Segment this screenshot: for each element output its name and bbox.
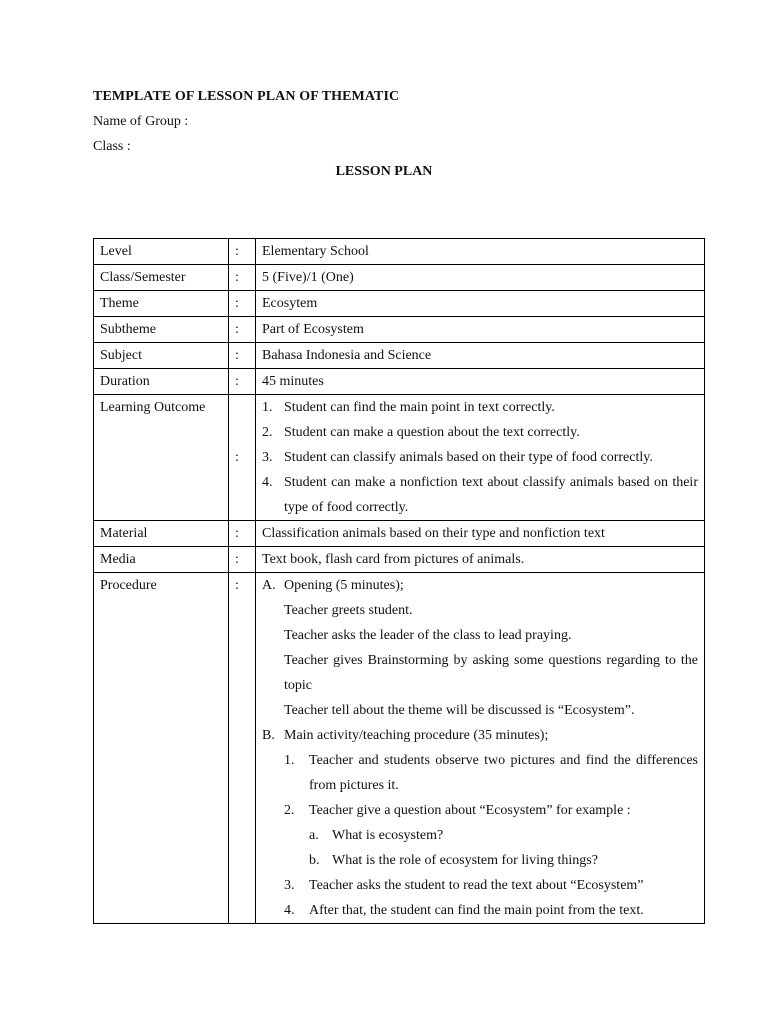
table-row <box>94 547 705 573</box>
row-label: Media <box>94 547 229 573</box>
document-title: TEMPLATE OF LESSON PLAN OF THEMATIC <box>93 89 400 104</box>
list-item <box>262 445 698 470</box>
row-colon: : <box>229 521 256 547</box>
lesson-plan-table <box>93 238 705 924</box>
row-colon: : <box>229 343 256 369</box>
substep-text: What is the role of ecosystem for living things? <box>332 853 598 868</box>
row-value: Bahasa Indonesia and Science <box>256 343 705 369</box>
step-number: 1. <box>284 753 295 768</box>
list-item <box>262 470 698 520</box>
table-row <box>94 265 705 291</box>
step-number: 4. <box>284 903 295 918</box>
learning-outcome-list <box>262 395 698 520</box>
item-number: 2. <box>262 425 273 440</box>
item-number: 1. <box>262 400 273 415</box>
table-row <box>94 521 705 547</box>
substep-text: What is ecosystem? <box>332 828 444 843</box>
row-value <box>256 395 705 521</box>
procedure-substep <box>262 848 698 873</box>
substep-letter: b. <box>309 853 320 868</box>
table-row <box>94 239 705 265</box>
procedure-step <box>262 798 698 823</box>
item-text: Student can find the main point in text correctly. <box>284 400 555 415</box>
row-colon: : <box>229 573 256 924</box>
step-text: Teacher and students observe two pictures and find the differences from pictures it. <box>309 753 698 793</box>
item-number: 3. <box>262 450 273 465</box>
procedure-substep <box>262 823 698 848</box>
procedure-line: Teacher asks the leader of the class to lead praying. <box>284 628 572 643</box>
row-label: Procedure <box>94 573 229 924</box>
procedure-line: Teacher tell about the theme will be discussed is “Ecosystem”. <box>284 703 635 718</box>
procedure-step <box>262 873 698 898</box>
row-colon: : <box>229 547 256 573</box>
section-title: Opening (5 minutes); <box>284 578 404 593</box>
item-text: Student can make a nonfiction text about classify animals based on their type of food correctly. <box>284 475 698 515</box>
row-label: Material <box>94 521 229 547</box>
table-row <box>94 369 705 395</box>
step-number: 3. <box>284 878 295 893</box>
row-colon: : <box>229 291 256 317</box>
row-value: Elementary School <box>256 239 705 265</box>
row-value: Text book, flash card from pictures of animals. <box>256 547 705 573</box>
row-value: 45 minutes <box>256 369 705 395</box>
step-text: Teacher asks the student to read the text about “Ecosystem” <box>309 878 644 893</box>
row-label: Subtheme <box>94 317 229 343</box>
step-number: 2. <box>284 803 295 818</box>
procedure-step <box>262 748 698 798</box>
row-label: Learning Outcome <box>94 395 229 521</box>
class-label: Class : <box>93 139 131 154</box>
row-colon: : <box>229 395 256 521</box>
row-label: Subject <box>94 343 229 369</box>
item-text: Student can make a question about the text correctly. <box>284 425 580 440</box>
row-value <box>256 573 705 924</box>
row-colon: : <box>229 317 256 343</box>
row-label: Level <box>94 239 229 265</box>
procedure-line: Teacher gives Brainstorming by asking some questions regarding to the topic <box>284 653 698 693</box>
section-title: Main activity/teaching procedure (35 minutes); <box>284 728 549 743</box>
table-row <box>94 317 705 343</box>
row-colon: : <box>229 265 256 291</box>
row-colon: : <box>229 239 256 265</box>
step-text: Teacher give a question about “Ecosystem” for example : <box>309 803 631 818</box>
row-colon: : <box>229 369 256 395</box>
procedure-row <box>94 573 705 924</box>
row-label: Duration <box>94 369 229 395</box>
table-row <box>94 291 705 317</box>
procedure-line: Teacher greets student. <box>284 603 413 618</box>
lesson-plan-title: LESSON PLAN <box>335 164 433 179</box>
row-value: Classification animals based on their type and nonfiction text <box>256 521 705 547</box>
row-value: Part of Ecosystem <box>256 317 705 343</box>
step-text: After that, the student can find the main point from the text. <box>309 903 644 918</box>
section-letter: A. <box>262 578 276 593</box>
procedure-section-opening <box>262 573 698 598</box>
row-label: Theme <box>94 291 229 317</box>
learning-outcome-row <box>94 395 705 521</box>
item-number: 4. <box>262 475 273 490</box>
row-label: Class/Semester <box>94 265 229 291</box>
item-text: Student can classify animals based on their type of food correctly. <box>284 450 653 465</box>
procedure-step <box>262 898 698 923</box>
list-item <box>262 395 698 420</box>
procedure-section-main <box>262 723 698 748</box>
table-row <box>94 343 705 369</box>
row-value: Ecosytem <box>256 291 705 317</box>
group-name-label: Name of Group : <box>93 114 189 129</box>
substep-letter: a. <box>309 828 319 843</box>
row-value: 5 (Five)/1 (One) <box>256 265 705 291</box>
section-letter: B. <box>262 728 275 743</box>
list-item <box>262 420 698 445</box>
